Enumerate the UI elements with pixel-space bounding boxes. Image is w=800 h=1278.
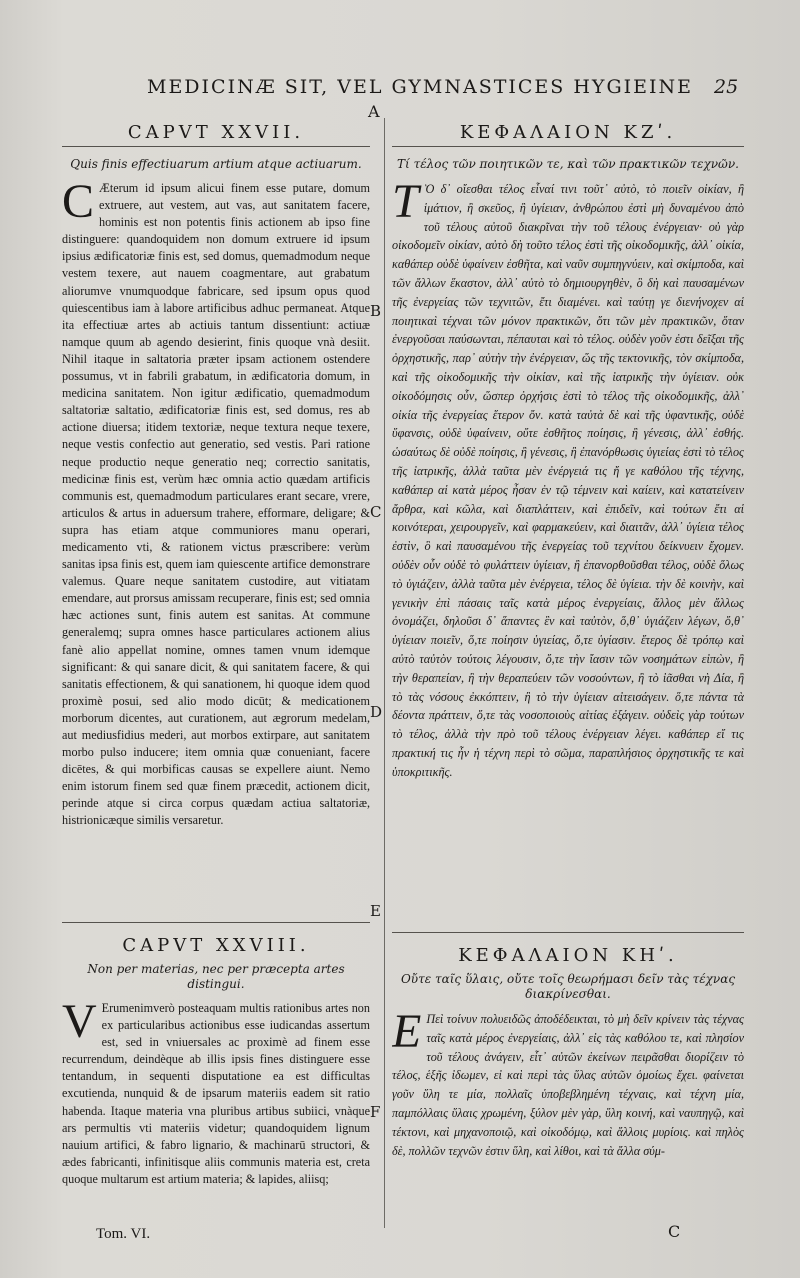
body-text: Πεὶ τοίνυν πολυειδῶς ἀποδέδεικται, τὸ μὴ δεῖν κρίνειν τὰς τέχνας ταῖς κατὰ μέρος ἐνεργείαις, ἀλλ᾽ εἰς τὰς καθόλου τε, καὶ πλησίον τοῦ τέλους ἀνάγειν, εἶτ᾽ αὐτῶν ἐκείνων πειρᾶσθαι διορίζειν τὸ τέλος, ἑξῆς ἰδωμεν, εἰ καὶ περὶ τὰς ὕλας αὐτῶν ὁμοίως ἔχει. φαίνεται γοῦν ὕλη τε μία, πολλαῖς ὑποβεβλημένη τέχναις, καὶ τέχνη μία, παμπόλλαις ὕλαις χρωμένη, ξύλον μὲν γὰρ, ὕλη κοινή, καὶ ναυπηγῷ, καὶ τέκτονι, καὶ μηχανοποιῷ, καὶ οἰκοδόμῳ, καὶ ἄλλοις μυρίοις. καὶ πηλὸς δὲ, πολλῶν τεχνῶν ἐστιν ὕλη, καὶ λίθοι, καὶ τὰ ἄλλα σύμ- [392, 1012, 744, 1158]
latin-chapter-28 [62, 922, 370, 1222]
chapter-body [392, 175, 744, 782]
signature-mark: C [668, 1222, 681, 1241]
chapter-subtitle: Non per materias, nec per præcepta artes distingui. [87, 962, 345, 991]
volume-label: Tom. VI. [96, 1226, 151, 1242]
title-rule [392, 146, 744, 147]
chapter-subtitle: Τί τέλος τῶν ποιητικῶν τε, καὶ τῶν πρακτικῶν τεχνῶν. [397, 157, 739, 171]
margin-letter-f: F [370, 1103, 381, 1121]
chapter-body [62, 995, 370, 1188]
drop-cap: V [62, 995, 97, 1048]
column-mark: A [368, 102, 380, 121]
chapter-title: ΚΕΦΑΛΑΙΟΝ ΚΗʹ. [458, 945, 678, 966]
section-rule [62, 922, 370, 923]
margin-letter-b: B [370, 302, 382, 320]
chapter-subtitle: Quis finis effectiuarum artium atque actiuarum. [70, 157, 362, 171]
body-text: Ὸ δ᾽ οἴεσθαι τέλος εἶναί τινι τοῦτ᾽ αὐτὸ, τὸ ποιεῖν οἰκίαν, ἢ ἱμάτιον, ἢ σκεῦος, ἢ ὑγίειαν, ἀνθρώπου ἐστὶ μὴ δυναμένου ἀπὸ τοῦ τέλους αὐτοῦ διακρῖναι τὴν τοῦ τέλους ἐνέργειαν· οὐ γὰρ οἰκοδομεῖν οἰκίαν, αὐτὸ δὴ τοῦτο τέλος ἐστὶ τῆς οἰκοδομικῆς, ἀλλ᾽ οἰκία, καθάπερ οὐδὲ ὑφαίνειν ἐσθῆτα, καὶ ναῦν συμπηγνύειν, καὶ σκίμποδα, καὶ τῶν ἄλλων ἕκαστον, ἀλλ᾽ αὐτὸ τὸ δημιουργηθὲν, ὃ δὴ καὶ παυσαμένων τῆς ἐνεργείας τῶν τεχνιτῶν, ἔτι διαμένει. καὶ ταύτῃ γε διενήνοχεν αἱ ποιητικαὶ τέχναι τῶν μόνον πρακτικῶν, ὅτι τῶν μὲν πρακτικῶν, ὅταν ἐνεργοῦσαι παύσωνται, πέπαυται καὶ τὸ τέλος. οὐδὲν γοῦν ἐστι δεῖξαι τῆς ὀρχηστικῆς, παρ᾽ αὐτὴν τὴν ἐνέργειαν, ὥς τῆς τεκτονικῆς, τὸν σκίμποδα, καὶ τῆς οἰκοδομικῆς τὴν οἰκίαν, καὶ τῆς ἰατρικῆς τὴν ὑγίειαν. οὐκ οἰκοδόμησις οὖν, ὥσπερ ὀρχήσις ἐστὶ τὸ τέλος τῆς οἰκοδομικῆς, ἀλλ᾽ οἰκία τῆς ἐνεργείας ἕτερον ὄν. κατὰ ταὐτὰ δὲ καὶ τῆς ὑφαντικῆς, οὐδὲ ὕφανσις, οὐδὲ ὑφαίνειν, οὔτε ἐσθῆτος ποίησις, ἢ γένεσις, ἀλλ᾽ ἐσθής. ὡσαύτως δὲ οὐδὲ ποίησις, ἢ γένεσις, ἢ ἐπανόρθωσις ὑγιείας ἐστὶ τὸ τέλος τῆς ἰατρικῆς, ἀλλὰ ταῦτα μὲν ἐνέργειά τις ἤ γε καθόλου τῆς τέχνης, καθάπερ αἱ κατὰ μέρος ἦσαν ἐν τῷ τέμνειν καὶ καίειν, καὶ κατατείνειν ἄρθρα, καὶ κῶλα, καὶ διαπλάττειν, καὶ ἐπιδεῖν, καὶ τούτων ἔτι αἱ κοινότεραι, χειρουργεῖν, καὶ φαρμακεύειν, καὶ διαιτᾶν, ἀλλ᾽ ὑγίεια τέλος ἐστὶν, ὃ καὶ παυσαμένου τῆς ἐνεργείας τοῦ τεχνίτου δείκνυειν ἔχομεν. οὐδὲν οὖν οὐδὲ τὸ φυλάττειν ὑγίειαν, ἢ ἐπανορθοῦσθαι τέλος, οὐδὲ ὅλως τὸ ὑγιάζειν, ἀλλὰ ταῦτα μὲν ἐνέργεια, τέλος δὲ ὑγίεια. τὴν δὲ κοινὴν, καὶ γενικὴν ἐπὶ πάσαις ταῖς κατὰ μέρος ἐνεργείαις, ἄλλος μὲν ἄλλως ὀνομάζει, δηλοῦσι δ᾽ ἅπαντες ἓν καὶ ταὐτὸν, ὅ,θ᾽ ὑγιάζειν λέγων, ὅ,θ᾽ ὑγίειαν ποιεῖν, ὅ,τε ποίησιν ὑγιείας, ὅ,τε ὑγίασιν. ἕτερος δὲ τρόπῳ καὶ αὐτὸ ταὐτὸν τούτοις λέγουσιν, ὅ,τε τὴν ἴασιν τῶν νοσημάτων εἰπὼν, ἢ τὴν θεραπείαν, ἢ τὴν θεραπεύειν τῶν νοσούντων, ἢ τὸ ἰᾶσθαι νὴ Δία, ἢ τὸ τὰς νόσους ἐκκόπτειν, ἢ τὸ τὴν ὑγίειαν αἰτεισάγειν. ὅ,τε πάντα τὰ δέοντα πράττειν, ὅ,τε τὰς νοσοποιοὺς αἰτίας ἐξάγειν. οὐδεὶς γὰρ τούτων τὸ τέλος, ἀλλὰ τὴν πρὸ τοῦ τέλους ἐνέργειαν λέγει. καθάπερ εἴ τις πρακτική τις ἦν ἡ τέχνη περὶ τὸ σῶμα, παραπλήσιος ὀρχηστικῆς τε καὶ ὑποκριτικῆς. [392, 182, 744, 779]
body-text: Erumenimverò posteaquam multis rationibus artes non ex particularibus actionibus esse iudicandas assertum est, sed in vniuersales ac proximè ad finem esse recurrendum, deindèque ab illis ipsis fines distinguere esse tentandum, in sequenti disputatione ea est difficultas excutienda, nunquid & de ipsarum materiis eadem sit ratio habenda. Itaque materia vna pluribus artibus subiici, vnàque ars permultis vti materiis videtur; quandoquidem lignum nauium artifici, & fabro lignario, & machinarū structori, & ædes fabricanti, infinitisque aliis communis materia est, creta quoque multarum est artium materia; & lapides, aliisq; [62, 1001, 370, 1186]
drop-cap: C [62, 175, 95, 228]
page-number: 25 [714, 76, 739, 98]
chapter-body [392, 1005, 744, 1160]
chapter-title: CAPVT XXVIII. [122, 935, 310, 956]
body-text: Æterum id ipsum alicui finem esse putare, domum extruere, aut vestem, aut vas, aut sanitatem facere, hominis est non potentis finis actionem ab ipso fine distinguere: quandoquidem non domum extruere id ipsum ipsius ædificatoriæ finis est, sed domus, quemadmodum neque vestem texere, aut nauem coagmentare, aut grabatum aliorumve vnumquodque fabricare, sed ipsum opus quod quiescentibus iam à labore artificibus adhuc permaneat. Atque ita effectiuæ artes ab actiuis tantum dissentiunt: actiuæ namque quum ab agendo desierint, finis quoque vnà desiit. Nihil itaque in saltatoria præter ipsam actionem ostendere possumus, vt in fabrili grabatum, in ædificatoria domum, in medicina sanitatem. Non igitur ædificatio, quemadmodum saltatoriæ saltatio, ædificatoriæ finis est, sed domus, res ab actione diuersa; itidem textoriæ, neque textura neque texere, neque vestis confectio aut generatio, sed vestis. Pari ratione neque productio neque generatio neq; correctio sanitatis, medicinæ finis est, verùm hæc omnia actio quædam artificis communis est, quemadmodum particulares erant secare, vrere, articulos & artus in aduersum trahere, efformare, deligare; & supra has etiam atque communiores manu operari, medicamento vti, & rationem victus præscribere: verùm sanitas ipsa finis est, quem iam quiescente artifice demonstrare valemus. Quare neque sanitatem custodire, aut vitiatam emendare, aut prorsus amissam recuperare, finis est; sed omnia hæc actiones sunt, finis autem est sanitas. At commune generalemq; supra omnes hasce particulares actionem alius fanè alio appellat nomine, omnes tamen vnum idemque significant: & qui sanare dicit, & qui sanitatem facere, & qui sanitatis effectionem, & qui sanationem, hi quoque idem quod proximè posui, sed alio modo dicūt; & medicationem morborum dicentes, aut curationem, aut ægrorum medelam, aut mediusfidius mederi, aut morbos extirpare, aut sanitatem morbo pulso inducere; item omnia quæ conueniant, facere dicētes, & qui morbificas causas se expellere aiunt. Nemo enim istorum finem sed quæ finem præcedit, actionem dicit, perinde atque si circa corpus quædam actiua saltatoriæ, histrionicæque similis versaretur. [62, 181, 370, 828]
margin-letter-c: C [370, 503, 382, 521]
title-rule [62, 146, 370, 147]
margin-letter-e: E [370, 902, 381, 920]
drop-cap: Ε [392, 1005, 422, 1058]
drop-cap: Τ [392, 175, 419, 228]
latin-chapter-27 [62, 122, 370, 912]
chapter-subtitle: Οὔτε ταῖς ὕλαις, οὔτε τοῖς θεωρήμασι δεῖν τὰς τέχνας διακρίνεσθαι. [400, 972, 736, 1001]
section-rule [392, 932, 744, 933]
running-head: MEDICINÆ SIT, VEL GYMNASTICES HYGIEINE [146, 76, 694, 98]
chapter-body [62, 175, 370, 830]
column-divider [384, 118, 385, 1228]
chapter-title: ΚΕΦΑΛΑΙΟΝ ΚΖʹ. [459, 122, 677, 143]
chapter-title: CAPVT XXVII. [127, 122, 305, 143]
greek-chapter-27 [392, 122, 744, 922]
margin-letter-d: D [370, 703, 383, 721]
greek-chapter-28 [392, 932, 744, 1224]
